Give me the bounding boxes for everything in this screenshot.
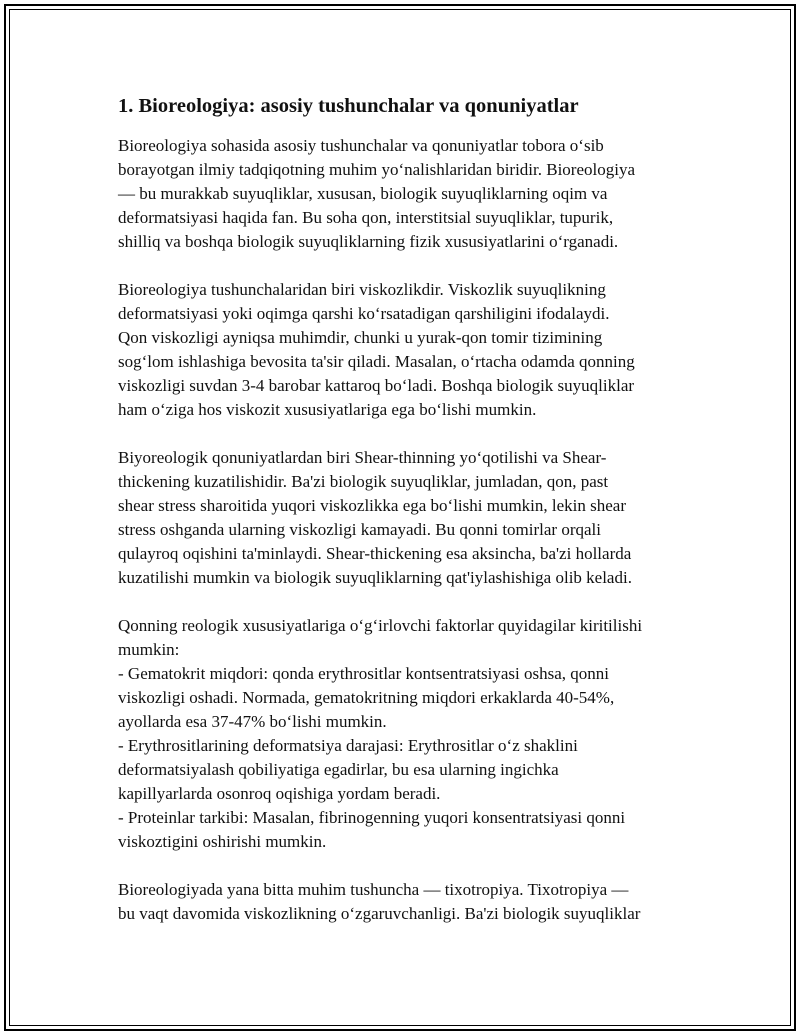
text-line: kapillyarlarda osonroq oqishiga yordam beradi. xyxy=(118,784,441,803)
text-line: Qon viskozligi ayniqsa muhimdir, chunki u yurak-qon tomir tizimining xyxy=(118,328,603,347)
document-content xyxy=(118,93,688,950)
text-line: borayotgan ilmiy tadqiqotning muhim yo‘nalishlaridan biridir. Bioreologiya xyxy=(118,160,636,179)
text-line: ayollarda esa 37-47% bo‘lishi mumkin. xyxy=(118,712,387,731)
paragraph-viscosity xyxy=(118,278,688,422)
text-line: viskoztigini oshirishi mumkin. xyxy=(118,832,327,851)
text-line: mumkin: xyxy=(118,640,180,659)
text-line: stress oshganda ularning viskozligi kamayadi. Bu qonni tomirlar orqali xyxy=(118,520,601,539)
text-line: Qonning reologik xususiyatlariga o‘g‘irlovchi faktorlar quyidagilar kiritilishi xyxy=(118,616,643,635)
paragraph-thixotropy xyxy=(118,878,688,926)
list-item-text: - Proteinlar tarkibi: Masalan, fibrinogenning yuqori konsentratsiyasi qonni xyxy=(118,808,626,827)
text-line: shilliq va boshqa biologik suyuqliklarning fizik xususiyatlarini o‘rganadi. xyxy=(118,232,619,251)
text-line: sog‘lom ishlashiga bevosita ta'sir qiladi. Masalan, o‘rtacha odamda qonning xyxy=(118,352,635,371)
list-item-text: - Erythrositlarining deformatsiya darajasi: Erythrositlar o‘z shaklini xyxy=(118,736,578,755)
paragraph-shear-thinning xyxy=(118,446,688,590)
text-line: qulayroq oqishini ta'minlaydi. Shear-thickening esa aksincha, ba'zi hollarda xyxy=(118,544,632,563)
text-line: Biyoreologik qonuniyatlardan biri Shear-thinning yo‘qotilishi va Shear- xyxy=(118,448,607,467)
text-line: Bioreologiya sohasida asosiy tushunchalar va qonuniyatlar tobora o‘sib xyxy=(118,136,604,155)
text-line: viskozligi suvdan 3-4 barobar kattaroq bo‘ladi. Boshqa biologik suyuqliklar xyxy=(118,376,635,395)
text-line: deformatsiyasi yoki oqimga qarshi ko‘rsatadigan qarshiligini ifodalaydi. xyxy=(118,304,610,323)
paragraph-blood-factors xyxy=(118,614,688,854)
paragraph-intro xyxy=(118,134,688,254)
list-item-text: - Gematokrit miqdori: qonda erythrositlar kontsentratsiyasi oshsa, qonni xyxy=(118,664,610,683)
text-line: deformatsiyalash qobiliyatiga egadirlar, bu esa ularning ingichka xyxy=(118,760,559,779)
text-line: ham o‘ziga hos viskozit xususiyatlariga ega bo‘lishi mumkin. xyxy=(118,400,537,419)
text-line: shear stress sharoitida yuqori viskozlikka ega bo‘lishi mumkin, lekin shear xyxy=(118,496,627,515)
text-line: bu vaqt davomida viskozlikning o‘zgaruvchanligi. Ba'zi biologik suyuqliklar xyxy=(118,904,641,923)
text-line: kuzatilishi mumkin va biologik suyuqliklarning qat'iylashishiga olib keladi. xyxy=(118,568,632,587)
text-line: — bu murakkab suyuqliklar, xususan, biologik suyuqliklarning oqim va xyxy=(118,184,608,203)
text-line: Bioreologiyada yana bitta muhim tushuncha — tixotropiya. Tixotropiya — xyxy=(118,880,629,899)
text-line: deformatsiyasi haqida fan. Bu soha qon, interstitsial suyuqliklar, tupurik, xyxy=(118,208,614,227)
section-heading: 1. Bioreologiya: asosiy tushunchalar va qonuniyatlar xyxy=(118,95,579,117)
text-line: viskozligi oshadi. Normada, gematokritning miqdori erkaklarda 40-54%, xyxy=(118,688,615,707)
text-line: Bioreologiya tushunchalaridan biri viskozlikdir. Viskozlik suyuqlikning xyxy=(118,280,606,299)
text-line: thickening kuzatilishidir. Ba'zi biologik suyuqliklar, jumladan, qon, past xyxy=(118,472,609,491)
